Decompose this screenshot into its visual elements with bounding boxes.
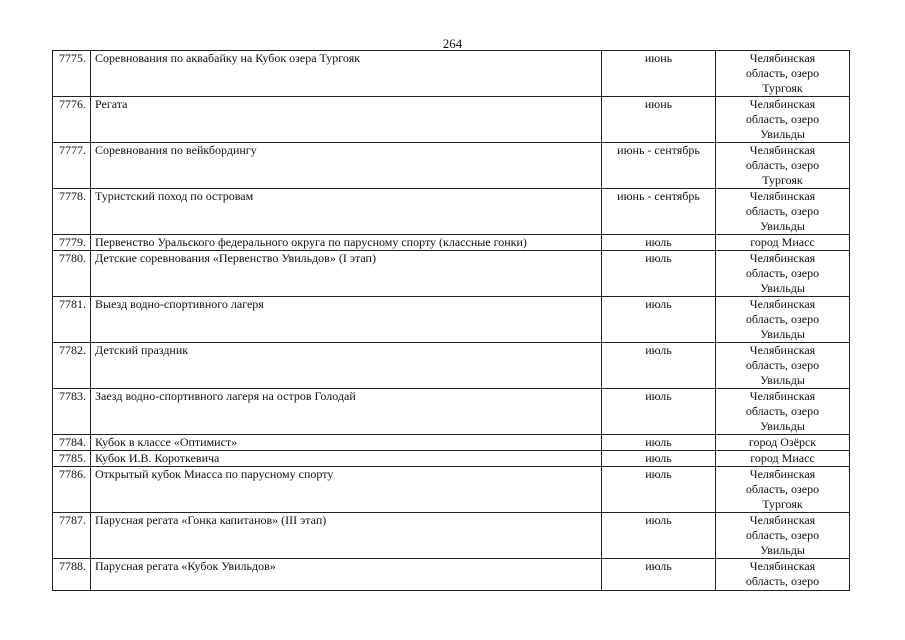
place-line: Челябинская bbox=[749, 251, 816, 265]
place-line: область, озеро bbox=[745, 358, 820, 372]
place-line: Увильды bbox=[760, 543, 805, 557]
row-number: 7780. bbox=[53, 251, 91, 297]
table-row bbox=[53, 451, 850, 467]
place-line: область, озеро bbox=[745, 204, 820, 218]
event-name: Парусная регата «Гонка капитанов» (III этап) bbox=[91, 513, 602, 559]
place-line: Челябинская bbox=[749, 559, 816, 573]
table-row bbox=[53, 297, 850, 343]
table-row bbox=[53, 435, 850, 451]
event-place bbox=[716, 251, 850, 297]
table-row bbox=[53, 467, 850, 513]
place-line: Тургояк bbox=[762, 81, 803, 95]
place-line: город Озёрск bbox=[748, 435, 817, 449]
event-name: Заезд водно-спортивного лагеря на остров Голодай bbox=[91, 389, 602, 435]
place-line: область, озеро bbox=[745, 574, 820, 588]
event-date: июнь bbox=[602, 51, 716, 97]
event-date: июнь - сентябрь bbox=[602, 189, 716, 235]
event-place bbox=[716, 235, 850, 251]
row-number: 7783. bbox=[53, 389, 91, 435]
event-date: июль bbox=[602, 235, 716, 251]
place-line: область, озеро bbox=[745, 528, 820, 542]
place-line: область, озеро bbox=[745, 312, 820, 326]
event-name: Кубок И.В. Короткевича bbox=[91, 451, 602, 467]
event-place bbox=[716, 97, 850, 143]
place-line: Увильды bbox=[760, 219, 805, 233]
place-line: Тургояк bbox=[762, 173, 803, 187]
place-line: Тургояк bbox=[762, 497, 803, 511]
page-number: 264 bbox=[442, 36, 463, 51]
place-line: Челябинская bbox=[749, 143, 816, 157]
event-name: Соревнования по вейкбордингу bbox=[91, 143, 602, 189]
table-row bbox=[53, 97, 850, 143]
event-name: Детский праздник bbox=[91, 343, 602, 389]
place-line: Увильды bbox=[760, 127, 805, 141]
event-name: Регата bbox=[91, 97, 602, 143]
event-name: Первенство Уральского федерального округа по парусному спорту (классные гонки) bbox=[91, 235, 602, 251]
place-line: область, озеро bbox=[745, 404, 820, 418]
event-name: Детские соревнования «Первенство Увильдов» (I этап) bbox=[91, 251, 602, 297]
event-place bbox=[716, 189, 850, 235]
row-number: 7776. bbox=[53, 97, 91, 143]
row-number: 7788. bbox=[53, 559, 91, 591]
row-number: 7775. bbox=[53, 51, 91, 97]
event-name: Открытый кубок Миасса по парусному спорту bbox=[91, 467, 602, 513]
table-row bbox=[53, 389, 850, 435]
table-row bbox=[53, 143, 850, 189]
place-line: Челябинская bbox=[749, 297, 816, 311]
place-line: город Миасс bbox=[750, 235, 815, 249]
event-place bbox=[716, 467, 850, 513]
place-line: область, озеро bbox=[745, 158, 820, 172]
table-row bbox=[53, 343, 850, 389]
events-table bbox=[52, 50, 850, 591]
place-line: Челябинская bbox=[749, 513, 816, 527]
event-date: июнь bbox=[602, 97, 716, 143]
place-line: Челябинская bbox=[749, 343, 816, 357]
row-number: 7786. bbox=[53, 467, 91, 513]
event-place bbox=[716, 513, 850, 559]
row-number: 7784. bbox=[53, 435, 91, 451]
row-number: 7781. bbox=[53, 297, 91, 343]
place-line: область, озеро bbox=[745, 112, 820, 126]
place-line: Челябинская bbox=[749, 51, 816, 65]
row-number: 7787. bbox=[53, 513, 91, 559]
place-line: Увильды bbox=[760, 419, 805, 433]
row-number: 7785. bbox=[53, 451, 91, 467]
row-number: 7779. bbox=[53, 235, 91, 251]
events-table-body bbox=[53, 51, 850, 591]
event-place bbox=[716, 389, 850, 435]
table-row bbox=[53, 235, 850, 251]
event-date: июль bbox=[602, 513, 716, 559]
event-date: июль bbox=[602, 297, 716, 343]
row-number: 7782. bbox=[53, 343, 91, 389]
event-place bbox=[716, 559, 850, 591]
event-place bbox=[716, 451, 850, 467]
row-number: 7777. bbox=[53, 143, 91, 189]
place-line: Увильды bbox=[760, 281, 805, 295]
place-line: Челябинская bbox=[749, 97, 816, 111]
table-row bbox=[53, 189, 850, 235]
event-place bbox=[716, 297, 850, 343]
place-line: Увильды bbox=[760, 373, 805, 387]
event-date: июль bbox=[602, 559, 716, 591]
event-place bbox=[716, 435, 850, 451]
event-date: июль bbox=[602, 389, 716, 435]
event-date: июль bbox=[602, 435, 716, 451]
place-line: область, озеро bbox=[745, 66, 820, 80]
event-name: Парусная регата «Кубок Увильдов» bbox=[91, 559, 602, 591]
place-line: Увильды bbox=[760, 327, 805, 341]
place-line: Челябинская bbox=[749, 467, 816, 481]
table-row bbox=[53, 251, 850, 297]
place-line: город Миасс bbox=[750, 451, 815, 465]
event-date: июнь - сентябрь bbox=[602, 143, 716, 189]
event-date: июль bbox=[602, 251, 716, 297]
table-row bbox=[53, 51, 850, 97]
event-date: июль bbox=[602, 467, 716, 513]
event-date: июль bbox=[602, 343, 716, 389]
place-line: Челябинская bbox=[749, 189, 816, 203]
place-line: область, озеро bbox=[745, 266, 820, 280]
event-place bbox=[716, 343, 850, 389]
event-name: Выезд водно-спортивного лагеря bbox=[91, 297, 602, 343]
event-place bbox=[716, 143, 850, 189]
table-row bbox=[53, 513, 850, 559]
table-row bbox=[53, 559, 850, 591]
event-name: Кубок в классе «Оптимист» bbox=[91, 435, 602, 451]
row-number: 7778. bbox=[53, 189, 91, 235]
event-place bbox=[716, 51, 850, 97]
event-name: Соревнования по аквабайку на Кубок озера Тургояк bbox=[91, 51, 602, 97]
place-line: Челябинская bbox=[749, 389, 816, 403]
event-date: июль bbox=[602, 451, 716, 467]
place-line: область, озеро bbox=[745, 482, 820, 496]
event-name: Туристский поход по островам bbox=[91, 189, 602, 235]
